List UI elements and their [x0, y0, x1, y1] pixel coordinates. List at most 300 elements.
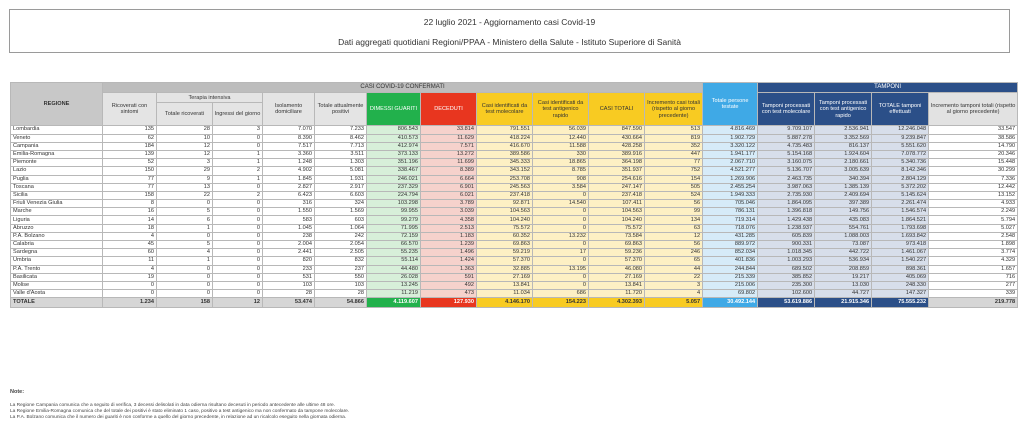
table-cell: 8.142.346 [872, 167, 929, 175]
table-cell: 397.389 [815, 200, 872, 208]
table-cell: 3.039 [421, 208, 477, 216]
totals-cell: 158 [157, 298, 213, 308]
table-cell: 28 [263, 290, 315, 298]
table-row [11, 273, 1018, 281]
table-cell: 2 [213, 191, 263, 199]
region-name-cell: Sicilia [11, 191, 103, 199]
totals-cell: 4.302.393 [589, 298, 645, 308]
table-cell: 12 [645, 232, 703, 240]
table-cell: 4.735.483 [758, 142, 815, 150]
col-header-attualmente-positivi: Totale attualmente positivi [315, 93, 367, 126]
table-cell: 56 [645, 241, 703, 249]
table-cell: 2 [213, 167, 263, 175]
table-cell: 13 [157, 183, 213, 191]
table-cell: 92.871 [477, 200, 533, 208]
table-cell: 324 [315, 200, 367, 208]
table-cell: 72.159 [367, 232, 421, 240]
table-cell: 852.034 [703, 249, 758, 257]
col-header-ingressi: Ingressi del giorno [213, 103, 263, 126]
table-cell: 4.329 [929, 257, 1018, 265]
table-cell: 1.239 [421, 241, 477, 249]
region-name-cell: Umbria [11, 257, 103, 265]
table-cell: 0 [103, 290, 157, 298]
table-cell: 4.521.277 [703, 167, 758, 175]
table-cell: 351.937 [589, 167, 645, 175]
table-cell: 689.502 [758, 265, 815, 273]
table-cell: 820 [263, 257, 315, 265]
table-cell: 1.864.095 [758, 200, 815, 208]
table-cell: 0 [157, 273, 213, 281]
note-line: La Regione Emilia-Romagna comunica che del totale dei positivi è stato eliminato 1 caso, positivo a test antigenico ma non confermato da tampone molecolare. [10, 409, 350, 414]
table-cell: 2.536.941 [815, 126, 872, 134]
report-subtitle: Dati aggregati quotidiani Regioni/PPAA - Ministero della Salute - Istituto Superiore di Sanità [338, 37, 681, 47]
table-cell: 1.657 [929, 265, 1018, 273]
table-cell: 18.865 [533, 159, 589, 167]
table-cell: 3 [645, 281, 703, 289]
totals-cell: 21.915.346 [815, 298, 872, 308]
table-cell: 208.859 [815, 265, 872, 273]
table-cell: 345.333 [477, 159, 533, 167]
table-cell: 0 [213, 273, 263, 281]
table-cell: 13.841 [589, 281, 645, 289]
note-line: La P.A. Bolzano comunica che il numero dei guariti è non conforme a quello del giorno precedente, in relazione ad un ricalcolo eseguito nella giornata odierna. [10, 415, 347, 420]
col-header-tamponi-molecolare: Tamponi processati con test molecolare [758, 93, 815, 126]
table-row [11, 241, 1018, 249]
table-cell: 1 [213, 159, 263, 167]
note-line: La Regione Campania comunica che a seguito di verifica, 3 decessi delisolati in data odierna risultano decesuti in periodo antecedente alle ultime 48 ore. [10, 403, 336, 408]
table-cell: 3.320.122 [703, 142, 758, 150]
table-cell: 5.136.707 [758, 167, 815, 175]
table-cell: 0 [213, 232, 263, 240]
table-cell: 13.245 [367, 281, 421, 289]
table-cell: 5.081 [315, 167, 367, 175]
table-cell: 316 [263, 200, 315, 208]
table-cell: 3.987.063 [758, 183, 815, 191]
table-cell: 1.363 [421, 265, 477, 273]
table-cell: 389.586 [477, 150, 533, 158]
table-cell: 2.827 [263, 183, 315, 191]
table-cell: 0 [157, 232, 213, 240]
region-name-cell: P.A. Trento [11, 265, 103, 273]
table-cell: 246 [645, 249, 703, 257]
table-cell: 389.916 [589, 150, 645, 158]
table-cell: 2.261.474 [872, 200, 929, 208]
table-cell: 973.418 [872, 241, 929, 249]
table-cell: 5.794 [929, 216, 1018, 224]
table-cell: 103 [315, 281, 367, 289]
table-cell: 2.054 [315, 241, 367, 249]
table-cell: 242 [315, 232, 367, 240]
table-cell: 3.160.075 [758, 159, 815, 167]
table-cell: 13.841 [477, 281, 533, 289]
report-header [9, 9, 1010, 53]
table-cell: 237.329 [367, 183, 421, 191]
table-cell: 3 [157, 159, 213, 167]
table-cell: 7.713 [315, 142, 367, 150]
table-cell: 340.394 [815, 175, 872, 183]
table-cell: 806.543 [367, 126, 421, 134]
table-cell: 77 [645, 159, 703, 167]
table-cell: 149.756 [815, 208, 872, 216]
table-cell: 12.246.048 [872, 126, 929, 134]
col-header-casi-molecolare: Casi identificati da test molecolare [477, 93, 533, 126]
table-cell: 184 [103, 142, 157, 150]
table-row [11, 249, 1018, 257]
region-name-cell: Veneto [11, 134, 103, 142]
table-cell: 32.885 [477, 265, 533, 273]
table-cell: 898.361 [872, 265, 929, 273]
table-cell: 69.863 [477, 241, 533, 249]
table-cell: 3.352.569 [815, 134, 872, 142]
table-cell: 1.396.818 [758, 208, 815, 216]
table-cell: 1.183 [421, 232, 477, 240]
table-cell: 14.790 [929, 142, 1018, 150]
table-cell: 6 [157, 216, 213, 224]
col-header-incremento-tamponi: Incremento tamponi totali (rispetto al giorno precedente) [929, 93, 1018, 126]
region-name-cell: Puglia [11, 175, 103, 183]
table-body [11, 126, 1018, 308]
table-cell: 6.423 [263, 191, 315, 199]
table-cell: 1.902.729 [703, 134, 758, 142]
table-cell: 492 [421, 281, 477, 289]
table-row [11, 150, 1018, 158]
table-cell: 1.941.177 [703, 150, 758, 158]
table-cell: 716 [929, 273, 1018, 281]
table-cell: 5.145.624 [872, 191, 929, 199]
totals-cell: 127.930 [421, 298, 477, 308]
table-cell: 8.462 [315, 134, 367, 142]
table-cell: 351.196 [367, 159, 421, 167]
table-cell: 13.030 [815, 281, 872, 289]
table-cell: 1.496 [421, 249, 477, 257]
table-cell: 44.480 [367, 265, 421, 273]
col-header-totale-ricoverati: Totale ricoverati [157, 103, 213, 126]
table-cell: 4.816.469 [703, 126, 758, 134]
table-cell: 62 [103, 134, 157, 142]
table-cell: 2.409.694 [815, 191, 872, 199]
table-cell: 9.239.847 [872, 134, 929, 142]
table-cell: 0 [533, 257, 589, 265]
table-cell: 1.018.345 [758, 249, 815, 257]
table-cell: 0 [533, 216, 589, 224]
table-cell: 0 [213, 216, 263, 224]
table-cell: 11.219 [367, 290, 421, 298]
region-name-cell: Piemonte [11, 159, 103, 167]
table-cell: 13.152 [929, 191, 1018, 199]
table-cell: 11.588 [533, 142, 589, 150]
table-cell: 1 [157, 224, 213, 232]
table-cell: 99.955 [367, 208, 421, 216]
table-cell: 215.339 [703, 273, 758, 281]
table-cell: 248.330 [872, 281, 929, 289]
region-name-cell: Calabria [11, 241, 103, 249]
table-cell: 5.887.278 [758, 134, 815, 142]
table-row [11, 200, 1018, 208]
region-name-cell: Basilicata [11, 273, 103, 281]
table-cell: 77 [103, 175, 157, 183]
table-cell: 0 [157, 290, 213, 298]
table-cell: 505 [645, 183, 703, 191]
table-cell: 1.064 [315, 224, 367, 232]
table-cell: 215.006 [703, 281, 758, 289]
table-cell: 1.864.521 [872, 216, 929, 224]
table-cell: 237 [315, 265, 367, 273]
table-row [11, 134, 1018, 142]
region-name-cell: P.A. Bolzano [11, 232, 103, 240]
table-cell: 0 [103, 281, 157, 289]
table-cell: 4 [103, 265, 157, 273]
table-cell: 235.300 [758, 281, 815, 289]
table-cell: 0 [533, 241, 589, 249]
region-name-cell: Lazio [11, 167, 103, 175]
table-cell: 66.570 [367, 241, 421, 249]
table-cell: 44.727 [815, 290, 872, 298]
table-cell: 1.003.293 [758, 257, 815, 265]
table-cell: 7.070 [263, 126, 315, 134]
table-cell: 12.442 [929, 183, 1018, 191]
table-cell: 0 [213, 134, 263, 142]
group-terapia-intensiva: Terapia intensiva [157, 93, 263, 103]
table-cell: 13.195 [533, 265, 589, 273]
table-cell: 11.034 [477, 290, 533, 298]
table-cell: 430.664 [589, 134, 645, 142]
table-cell: 11.699 [421, 159, 477, 167]
table-cell: 69.863 [589, 241, 645, 249]
col-header-deceduti: DECEDUTI [421, 93, 477, 126]
table-cell: 27.169 [589, 273, 645, 281]
table-cell: 0 [213, 224, 263, 232]
table-cell: 1.424 [421, 257, 477, 265]
table-cell: 1.898 [929, 241, 1018, 249]
table-cell: 330 [533, 150, 589, 158]
table-cell: 104.563 [477, 208, 533, 216]
table-cell: 73.584 [589, 232, 645, 240]
col-header-incremento-casi: Incremento casi totali (rispetto al giorno precedente) [645, 93, 703, 126]
table-cell: 45 [103, 241, 157, 249]
region-name-cell: Emilia-Romagna [11, 150, 103, 158]
table-cell: 154 [645, 175, 703, 183]
table-cell: 254.616 [589, 175, 645, 183]
table-cell: 3 [213, 126, 263, 134]
table-cell: 0 [213, 183, 263, 191]
table-cell: 99.279 [367, 216, 421, 224]
table-cell: 4.358 [421, 216, 477, 224]
table-cell: 1.238.937 [758, 224, 815, 232]
totals-cell: 30.492.144 [703, 298, 758, 308]
table-cell: 7.336 [929, 175, 1018, 183]
table-row [11, 183, 1018, 191]
table-row [11, 126, 1018, 134]
table-cell: 435.083 [815, 216, 872, 224]
table-cell: 2.505 [315, 249, 367, 257]
table-cell: 338.467 [367, 167, 421, 175]
table-cell: 1.429.438 [758, 216, 815, 224]
notes-section [10, 389, 1010, 421]
table-cell: 8.389 [421, 167, 477, 175]
table-cell: 3.789 [421, 200, 477, 208]
table-cell: 4 [103, 232, 157, 240]
table-cell: 237.418 [477, 191, 533, 199]
table-cell: 7.078.772 [872, 150, 929, 158]
table-cell: 1 [213, 150, 263, 158]
totals-cell: 154.223 [533, 298, 589, 308]
table-cell: 102.600 [758, 290, 815, 298]
table-cell: 60 [103, 249, 157, 257]
table-cell: 12.440 [533, 134, 589, 142]
table-cell: 28 [315, 290, 367, 298]
table-cell: 237.418 [589, 191, 645, 199]
table-cell: 14.540 [533, 200, 589, 208]
table-cell: 59.219 [477, 249, 533, 257]
table-cell: 33.547 [929, 126, 1018, 134]
table-cell: 2.455.254 [703, 183, 758, 191]
table-cell: 56.039 [533, 126, 589, 134]
table-cell: 22 [157, 191, 213, 199]
table-cell: 4.933 [929, 200, 1018, 208]
table-cell: 816.137 [815, 142, 872, 150]
table-cell: 0 [213, 265, 263, 273]
table-cell: 134 [645, 216, 703, 224]
table-cell: 60.352 [477, 232, 533, 240]
table-cell: 605.839 [758, 232, 815, 240]
table-cell: 19.217 [815, 273, 872, 281]
totals-cell: 75.555.232 [872, 298, 929, 308]
table-cell: 27.169 [477, 273, 533, 281]
table-cell: 6.021 [421, 191, 477, 199]
table-cell: 277 [929, 281, 1018, 289]
table-cell: 786.131 [703, 208, 758, 216]
table-cell: 1.793.698 [872, 224, 929, 232]
table-cell: 1.303 [315, 159, 367, 167]
region-name-cell: Friuli Venezia Giulia [11, 200, 103, 208]
region-name-cell: Valle d'Aosta [11, 290, 103, 298]
table-row [11, 191, 1018, 199]
band-tamponi: TAMPONI [758, 83, 1018, 93]
table-cell: 0 [533, 208, 589, 216]
table-row [11, 281, 1018, 289]
table-cell: 3.774 [929, 249, 1018, 257]
table-row [11, 232, 1018, 240]
table-cell: 0 [213, 249, 263, 257]
table-cell: 1 [213, 175, 263, 183]
table-cell: 18 [103, 224, 157, 232]
col-header-persone-testate: Totale persone testate [703, 83, 758, 126]
table-cell: 1.088.003 [815, 232, 872, 240]
table-cell: 1.693.842 [872, 232, 929, 240]
covid-data-table [10, 82, 1018, 308]
table-cell: 7.571 [421, 142, 477, 150]
table-cell: 26.028 [367, 273, 421, 281]
table-cell: 0 [157, 265, 213, 273]
totals-row [11, 298, 1018, 308]
table-cell: 603 [315, 216, 367, 224]
table-cell: 75.572 [477, 224, 533, 232]
totals-cell: 12 [213, 298, 263, 308]
table-cell: 46.080 [589, 265, 645, 273]
table-cell: 11 [103, 257, 157, 265]
table-cell: 343.152 [477, 167, 533, 175]
table-cell: 4 [645, 290, 703, 298]
table-cell: 2.463.735 [758, 175, 815, 183]
table-cell: 5.154.168 [758, 150, 815, 158]
table-cell: 2.917 [315, 183, 367, 191]
table-cell: 104.240 [589, 216, 645, 224]
table-cell: 2.513 [421, 224, 477, 232]
table-cell: 5.027 [929, 224, 1018, 232]
table-cell: 3.584 [533, 183, 589, 191]
table-cell: 8.785 [533, 167, 589, 175]
table-cell: 1 [157, 257, 213, 265]
table-cell: 11.629 [421, 134, 477, 142]
table-row [11, 216, 1018, 224]
report-title: 22 luglio 2021 - Aggiornamento casi Covid-19 [423, 17, 596, 27]
table-cell: 4 [157, 249, 213, 257]
col-header-regione: REGIONE [11, 83, 103, 126]
table-cell: 71.995 [367, 224, 421, 232]
table-cell: 1.045 [263, 224, 315, 232]
table-cell: 686 [533, 290, 589, 298]
table-cell: 447 [645, 150, 703, 158]
table-cell: 418.224 [477, 134, 533, 142]
table-row [11, 257, 1018, 265]
table-cell: 75.572 [589, 224, 645, 232]
table-cell: 7.233 [315, 126, 367, 134]
table-cell: 246.021 [367, 175, 421, 183]
table-cell: 428.258 [589, 142, 645, 150]
table-cell: 832 [315, 257, 367, 265]
table-cell: 4.902 [263, 167, 315, 175]
table-cell: 2.548 [929, 232, 1018, 240]
table-cell: 12 [157, 142, 213, 150]
table-cell: 554.761 [815, 224, 872, 232]
region-name-cell: Liguria [11, 216, 103, 224]
table-row [11, 142, 1018, 150]
table-cell: 44 [645, 265, 703, 273]
table-cell: 147.327 [872, 290, 929, 298]
table-cell: 5.551.620 [872, 142, 929, 150]
table-cell: 135 [103, 126, 157, 134]
table-cell: 718.076 [703, 224, 758, 232]
table-cell: 385.852 [758, 273, 815, 281]
totals-cell: 53.619.886 [758, 298, 815, 308]
totals-label: TOTALE [11, 298, 103, 308]
totals-cell: 219.778 [929, 298, 1018, 308]
table-cell: 550 [315, 273, 367, 281]
region-name-cell: Marche [11, 208, 103, 216]
table-cell: 0 [213, 290, 263, 298]
table-cell: 55.114 [367, 257, 421, 265]
table-row [11, 175, 1018, 183]
table-cell: 1.845 [263, 175, 315, 183]
table-cell: 0 [213, 208, 263, 216]
totals-cell: 5.057 [645, 298, 703, 308]
table-cell: 19 [103, 273, 157, 281]
band-casi-confermati: CASI COVID-19 CONFERMATI [103, 83, 703, 93]
table-cell: 1.248 [263, 159, 315, 167]
table-cell: 401.836 [703, 257, 758, 265]
table-cell: 38.586 [929, 134, 1018, 142]
table-cell: 352 [645, 142, 703, 150]
table-cell: 513 [645, 126, 703, 134]
col-header-casi-antigenico: Casi identificati da test antigenico rapido [533, 93, 589, 126]
region-name-cell: Molise [11, 281, 103, 289]
table-cell: 0 [533, 273, 589, 281]
table-cell: 442.722 [815, 249, 872, 257]
totals-cell: 54.866 [315, 298, 367, 308]
table-cell: 14 [103, 216, 157, 224]
table-cell: 889.972 [703, 241, 758, 249]
region-name-cell: Lombardia [11, 126, 103, 134]
